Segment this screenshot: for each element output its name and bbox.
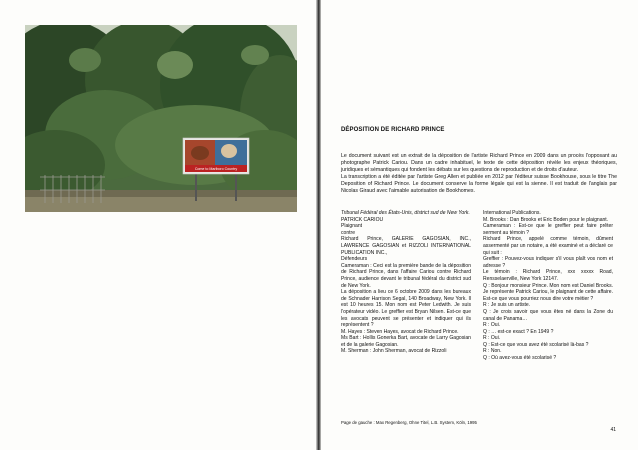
column-paragraph: Richard Prince, appelé comme témoin, dûment assermenté par un notaire, a été examiné et a déclaré ce qui suit : (483, 236, 613, 256)
column-paragraph: M. Sherman : John Sherman, avocat de Rizzoli (341, 348, 447, 355)
column-paragraph: contre (341, 229, 356, 236)
column-paragraph: Tribunal Fédéral des États-Unis, district sud de New York. (341, 210, 470, 216)
column-paragraph: Q : Où avez-vous été scolarisé ? (483, 355, 557, 362)
column-paragraph: Plaignant (341, 223, 363, 230)
column-paragraph: Q : … est-ce exact ? En 1949 ? (483, 328, 554, 335)
intro-paragraph: Le document suivant est un extrait de la déposition de l'artiste Richard Prince en 2009 dans un procès l'opposant au photographe Patrick Cariou. Dans un cadre inhabituel, le texte de cette déposition révèle les enjeux théoriques, juridiques et sémantiques qui fondent les débats sur les questions de reproduction et de droits d'auteur. (341, 153, 617, 173)
billboard-text: Come to Marlboro Country (194, 167, 238, 171)
text-column-left (341, 210, 471, 355)
column-paragraph: Q : Bonjour monsieur Prince. Mon nom est Daniel Brooks. Je représente Patrick Cariou, le plaignant de cette affaire. Est-ce que vous pourriez nous dire votre métier ? (483, 282, 613, 302)
photograph-trees-billboard (25, 25, 297, 212)
column-paragraph: Q : Je crois savoir que vous êtes né dans la Zone du canal de Panama… (483, 308, 613, 322)
column-paragraph: Cameraman : Ceci est la première bande de la déposition de Richard Prince, dans l'affaire Cariou contre Richard Prince, audience devant le tribunal fédéral du district sud de New York. (341, 262, 471, 289)
column-paragraph: M. Hayes : Steven Hayes, avocat de Richard Prince. (341, 328, 459, 335)
column-paragraph: R : Non. (483, 348, 502, 355)
section-title: DÉPOSITION DE RICHARD PRINCE (341, 127, 445, 133)
column-paragraph: Greffier : Pouvez-vous indiquer s'il vous plaît vos nom et adresse ? (483, 256, 613, 269)
column-paragraph: R : Je suis un artiste. (483, 302, 531, 309)
intro-paragraph: La transcription a été éditée par l'artiste Greg Allen et publiée en 2012 par l'éditeur suisse Bookhouse, sous le titre The Deposition of Richard Prince. Le document conserve la forme légale qui est la sienne. Il est traduit de l'anglais par Nicolas Giraud avec l'aimable autorisation de Bookhomes. (341, 173, 617, 194)
intro-text (341, 153, 617, 194)
column-paragraph: International Publications. (483, 210, 541, 216)
column-paragraph: R : Oui. (483, 322, 501, 329)
billboard-photo (25, 25, 297, 212)
column-paragraph: Défendeurs (341, 256, 368, 263)
column-paragraph: La déposition a lieu ce 6 octobre 2009 dans les bureaux de Schnader Harrison Segal, 140 Broadway, New York. Il est 10 heures 15. Mon nom est Peter Ledwith. Je suis l'opérateur vidéo. Le greffier est Bryan Nilsen. Est-ce que les avocats peuvent se présenter et indiquer qui ils représentent ? (341, 289, 471, 329)
column-paragraph: Q : Est-ce que vous avez été scolarisé là-bas ? (483, 341, 589, 348)
column-paragraph: Le témoin : Richard Prince, xxx xxxxx Road, Rensselaerville, New York 12147. (483, 269, 613, 282)
column-paragraph: R : Oui. (483, 335, 501, 342)
column-paragraph: Ms Bart : Hollis Gonerka Bart, avocate de Larry Gagosian et de la galerie Gagosian. (341, 335, 471, 348)
column-paragraph: PATRICK CARIOU (341, 216, 384, 223)
column-paragraph: Richard Prince, GALERIE GAGOSIAN, INC., LAWRENCE GAGOSIAN et RIZZOLI INTERNATIONAL PUBLICATION INC., (341, 236, 471, 256)
left-page (0, 0, 316, 450)
photo-caption: Page de gauche : Max Regenberg, Ohne Titel, L.B. System, Köln, 1995 (341, 420, 477, 425)
column-paragraph: Cameraman : Est-ce que le greffier peut faire prêter serment au témoin ? (483, 223, 613, 236)
right-page (321, 0, 638, 450)
column-paragraph: M. Brooks : Dan Brooks et Eric Boden pour le plaignant. (483, 216, 609, 223)
page-number: 41 (610, 427, 616, 433)
text-column-right (483, 210, 613, 362)
